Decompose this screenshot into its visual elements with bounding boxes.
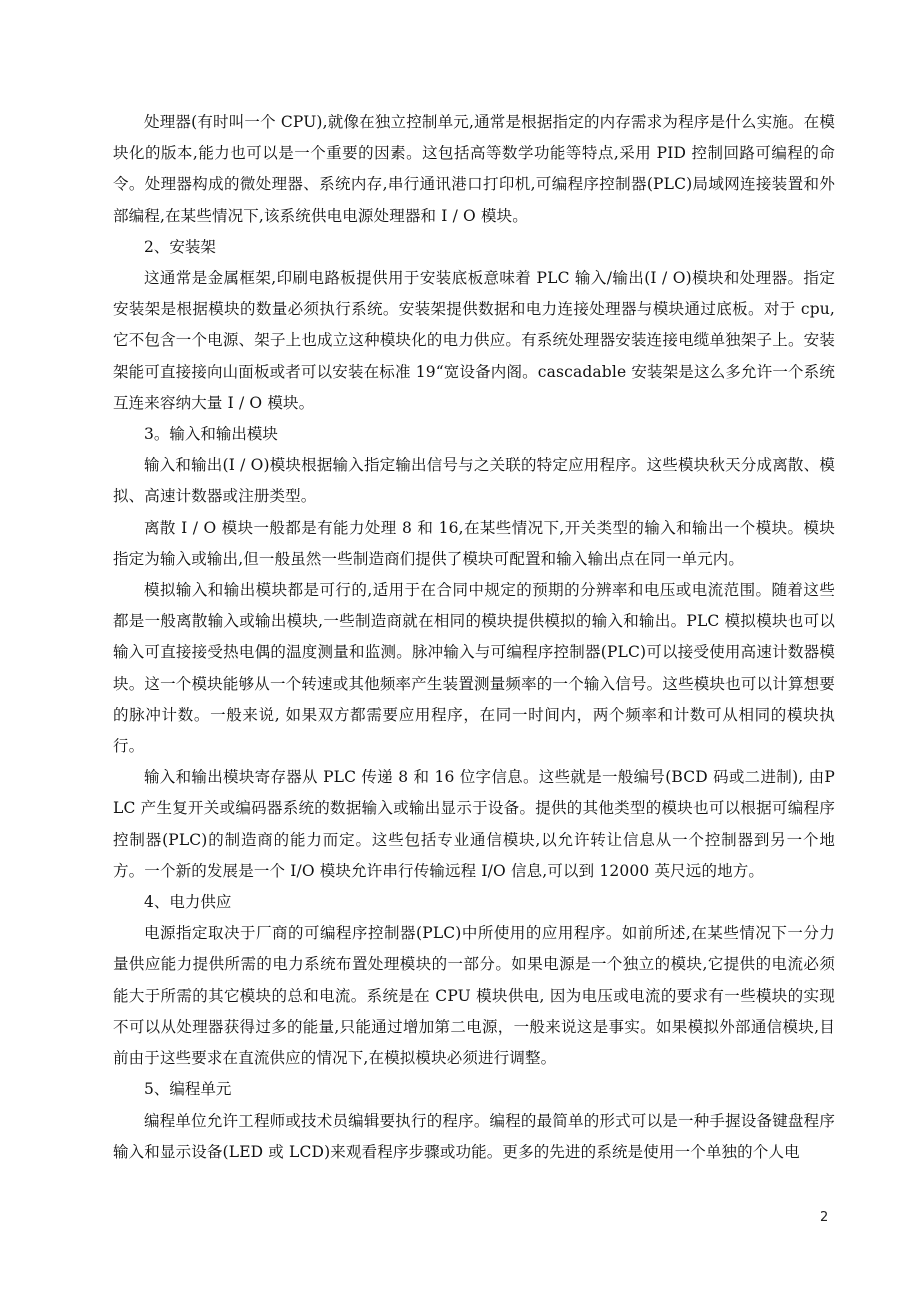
paragraph-analog-io: 模拟输入和输出模块都是可行的,适用于在合同中规定的预期的分辨率和电压或电流范围。随着这些都是一般离散输入或输出模块,一些制造商就在相同的模块提供模拟的输入和输出。PLC 模拟模块也可以输入可直接接受热电偶的温度测量和监测。脉冲输入与可编程序控制器(PLC)可以接受使用高速计数器模块。这一个模块能够从一个转速或其他频率产生装置测量频率的一个输入信号。这些模块也可以计算想要的脉冲计数。一般来说, 如果双方都需要应用程序，在同一时间内，两个频率和计数可从相同的模块执行。 — [113, 581, 835, 756]
paragraph-programming-unit: 编程单位允许工程师或技术员编辑要执行的程序。编程的最简单的形式可以是一种手握设备键盘程序输入和显示设备(LED 或 LCD)来观看程序步骤或功能。更多的先进的系统是使用一个单独的个人电 — [113, 1111, 835, 1161]
paragraph-power-supply: 电源指定取决于厂商的可编程序控制器(PLC)中所使用的应用程序。如前所述,在某些情况下一分力量供应能力提供所需的电力系统布置处理模块的一部分。如果电源是一个独立的模块,它提供的电流必须能大于所需的其它模块的总和电流。系统是在 CPU 模块供电, 因为电压或电流的要求有一些模块的实现不可以从处理器获得过多的能量,只能通过增加第二电源，一般来说这是事实。如果模拟外部通信模块,目前由于这些要求在直流供应的情况下,在模拟模块必须进行调整。 — [113, 924, 835, 1068]
paragraph-discrete-io: 离散 I / O 模块一般都是有能力处理 8 和 16,在某些情况下,开关类型的输入和输出一个模块。模块指定为输入或输出,但一般虽然一些制造商们提供了模块可配置和输入输出点在同一单元内。 — [113, 518, 835, 568]
paragraph-rack: 这通常是金属框架,印刷电路板提供用于安装底板意味着 PLC 输入/输出(I / O)模块和处理器。指定安装架是根据模块的数量必须执行系统。安装架提供数据和电力连接处理器与模块通过底板。对于 cpu,它不包含一个电源、架子上也成立这种模块化的电力供应。有系统处理器安装连接电缆单独架子上。安装架能可直接接向山面板或者可以安装在标准 19“宽设备内阁。cascadable 安装架是这么多允许一个系统互连来容纳大量 I / O 模块。 — [113, 269, 835, 412]
paragraph-register-io: 输入和输出模块寄存器从 PLC 传递 8 和 16 位字信息。这些就是一般编号(BCD 码或二进制), 由PLC 产生复开关或编码器系统的数据输入或输出显示于设备。提供的其他类型的模块也可以根据可编程序控制器(PLC)的制造商的能力而定。这些包括专业通信模块,以允许转让信息从一个控制器到另一个地方。一个新的发展是一个 I/O 模块允许串行传输远程 I/O 信息,可以到 12000 英尺远的地方。 — [113, 768, 835, 880]
paragraph-io-intro: 输入和输出(I / O)模块根据输入指定输出信号与之关联的特定应用程序。这些模块秋天分成离散、模拟、高速计数器或注册类型。 — [113, 456, 835, 506]
section-heading-rack: 2、安装架 — [144, 237, 216, 256]
section-heading-power-supply: 4、电力供应 — [144, 893, 232, 912]
paragraph-processor: 处理器(有时叫一个 CPU),就像在独立控制单元,通常是根据指定的内存需求为程序是什么实施。在模块化的版本,能力也可以是一个重要的因素。这包括高等数学功能等特点,采用 PID 控制回路可编程的命令。处理器构成的微处理器、系统内存,串行通讯港口打印机,可编程序控制器(PLC)局域网连接装置和外部编程,在某些情况下,该系统供电电源处理器和 I / O 模块。 — [113, 113, 835, 225]
section-heading-io-modules: 3。输入和输出模块 — [144, 425, 278, 444]
section-heading-programming-unit: 5、编程单元 — [144, 1080, 232, 1099]
page-number: 2 — [820, 1210, 829, 1225]
document-body — [113, 107, 835, 1168]
